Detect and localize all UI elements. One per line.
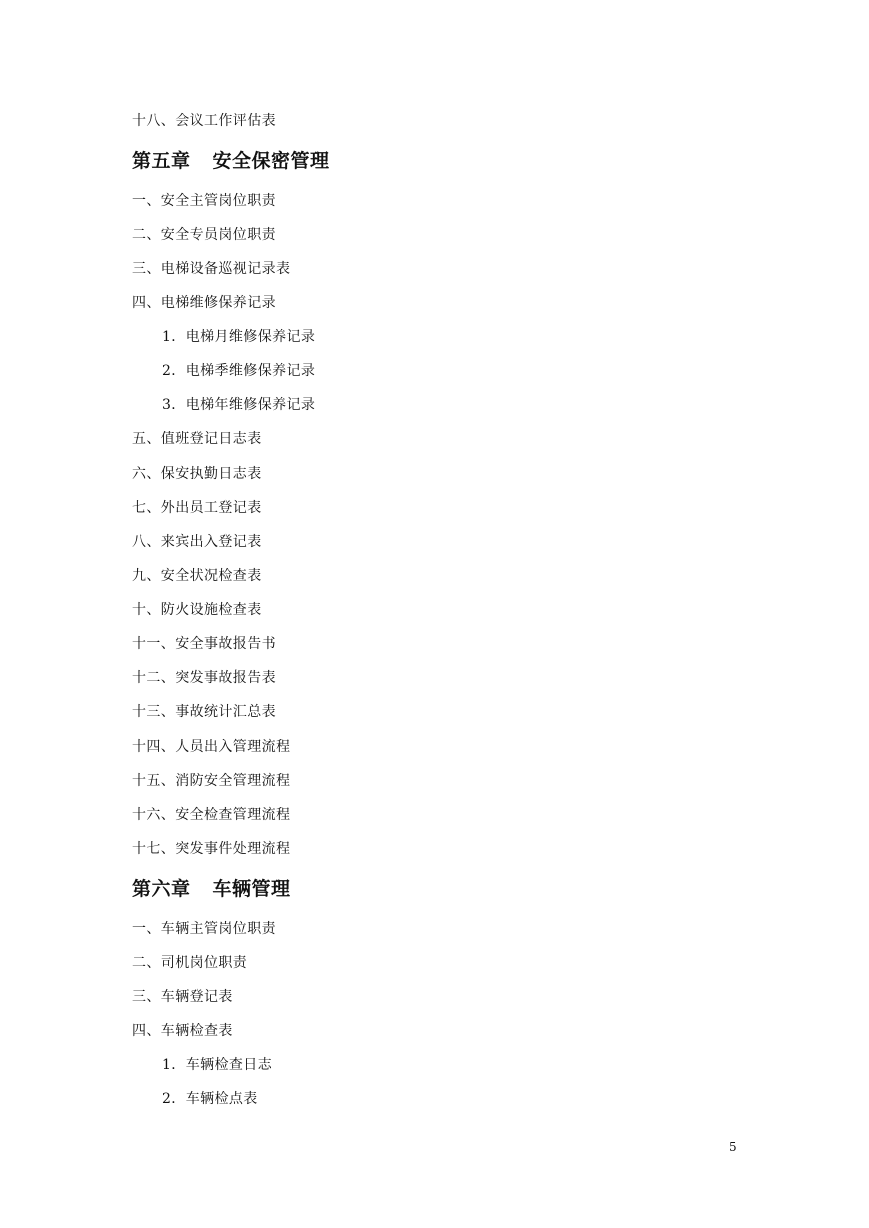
toc-item: 十三、事故统计汇总表 <box>132 704 276 720</box>
toc-item: 一、车辆主管岗位职责 <box>132 921 276 937</box>
chapter-title: 安全保密管理 <box>212 150 330 172</box>
chapter-number: 第六章 <box>132 878 191 900</box>
toc-subitem: 1．车辆检查日志 <box>162 1057 273 1073</box>
toc-item: 八、来宾出入登记表 <box>132 534 262 550</box>
toc-item: 一、安全主管岗位职责 <box>132 193 276 209</box>
toc-item: 四、车辆检查表 <box>132 1023 233 1039</box>
toc-item: 六、保安执勤日志表 <box>132 466 262 482</box>
toc-item: 五、值班登记日志表 <box>132 431 262 447</box>
toc-item: 十、防火设施检查表 <box>132 602 262 618</box>
chapter-heading <box>132 880 291 899</box>
toc-item: 七、外出员工登记表 <box>132 500 262 516</box>
toc-item: 四、电梯维修保养记录 <box>132 295 276 311</box>
chapter-number: 第五章 <box>132 150 191 172</box>
chapter-title: 车辆管理 <box>212 878 291 900</box>
chapter-heading <box>132 152 330 171</box>
toc-item: 十八、会议工作评估表 <box>132 113 276 129</box>
toc-item: 二、司机岗位职责 <box>132 955 248 971</box>
page-number: 5 <box>729 1140 737 1154</box>
toc-item: 十六、安全检查管理流程 <box>132 807 291 823</box>
toc-item: 三、车辆登记表 <box>132 989 233 1005</box>
toc-item: 十四、人员出入管理流程 <box>132 739 291 755</box>
toc-item: 二、安全专员岗位职责 <box>132 227 276 243</box>
toc-item: 十二、突发事故报告表 <box>132 670 276 686</box>
toc-item: 九、安全状况检查表 <box>132 568 262 584</box>
toc-subitem: 3．电梯年维修保养记录 <box>162 397 316 413</box>
toc-subitem: 2．车辆检点表 <box>162 1091 258 1107</box>
toc-item: 十一、安全事故报告书 <box>132 636 276 652</box>
toc-item: 三、电梯设备巡视记录表 <box>132 261 291 277</box>
toc-item: 十五、消防安全管理流程 <box>132 773 291 789</box>
toc-subitem: 2．电梯季维修保养记录 <box>162 363 316 379</box>
toc-item: 十七、突发事件处理流程 <box>132 841 291 857</box>
toc-subitem: 1．电梯月维修保养记录 <box>162 329 316 345</box>
